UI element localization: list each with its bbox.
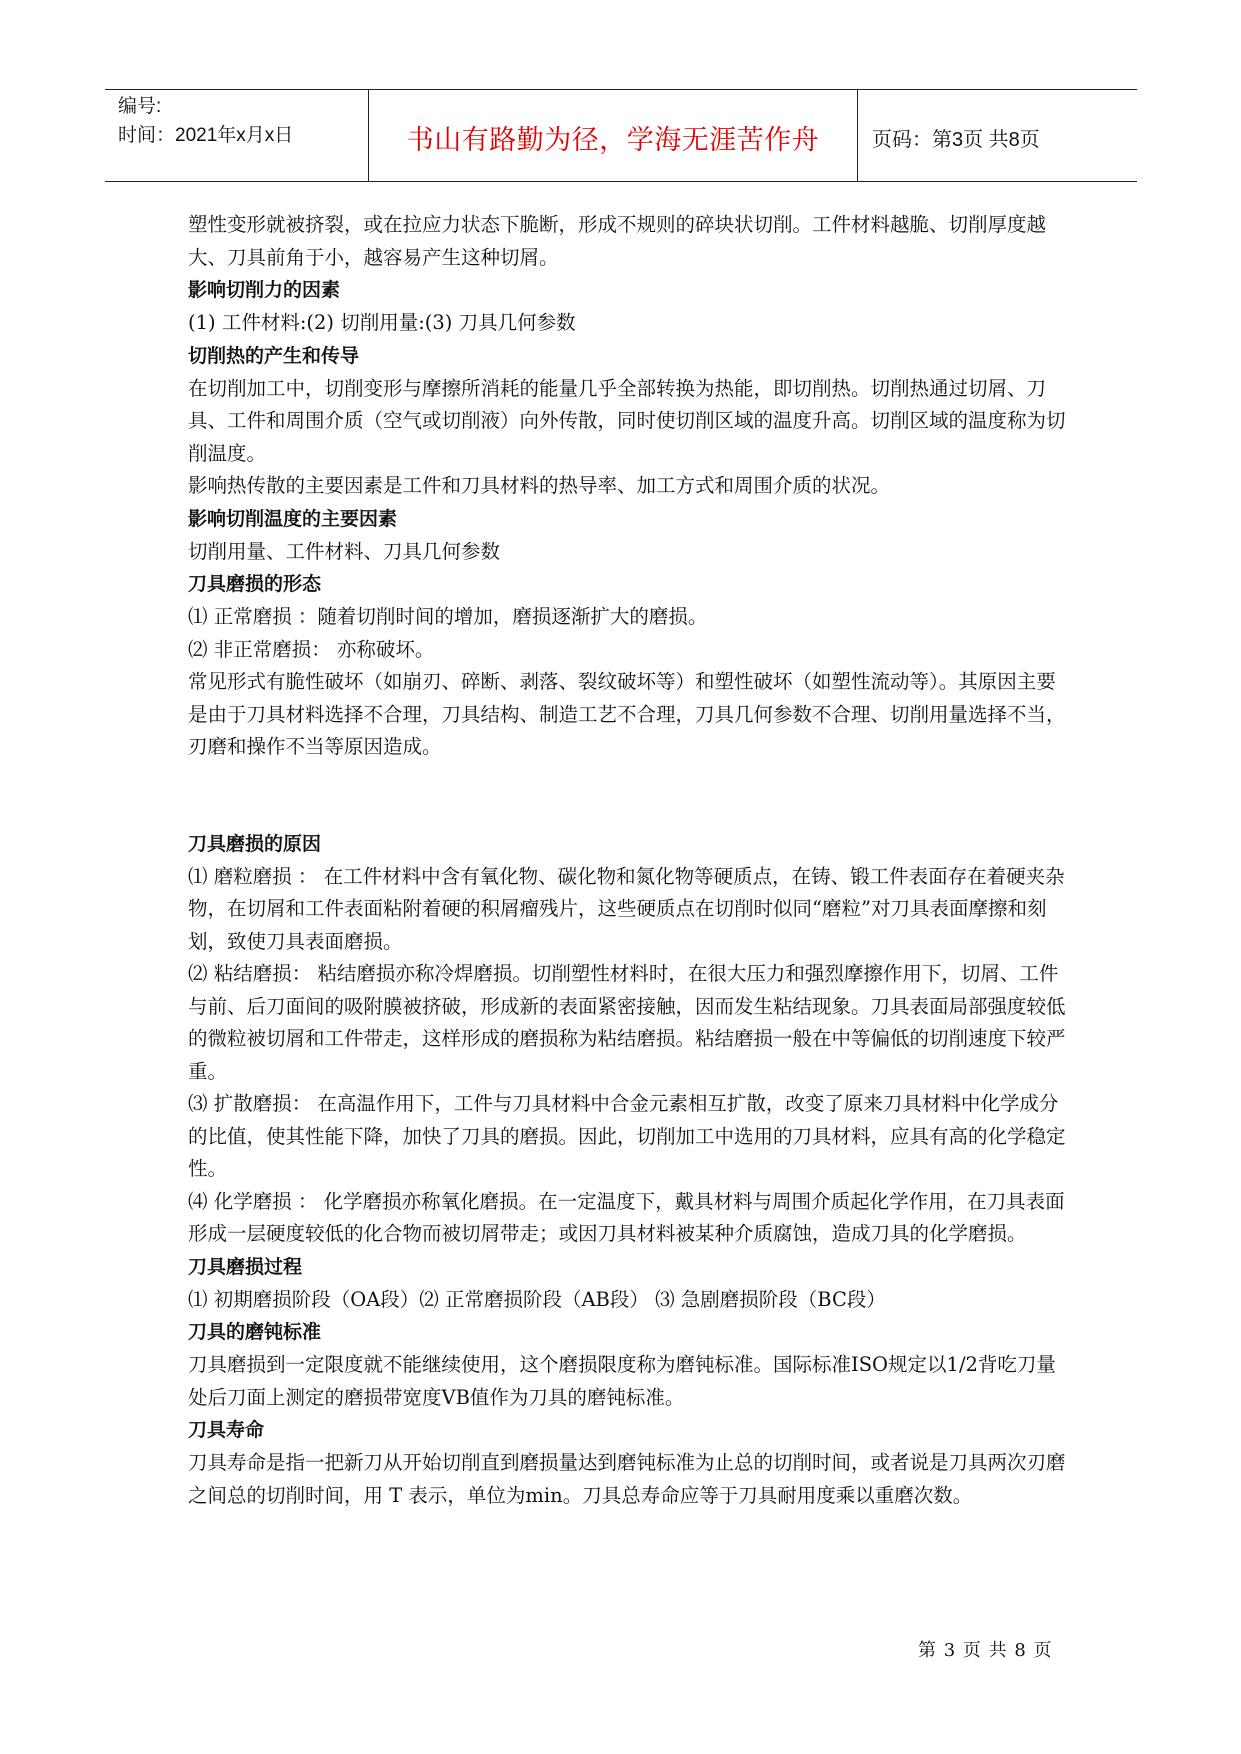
section-heading: 刀具磨损的原因	[188, 832, 322, 855]
header-motto: 书山有路勤为径，学海无涯苦作舟	[369, 90, 858, 181]
paragraph: 切削用量、工件材料、刀具几何参数	[188, 539, 501, 563]
paragraph: 常见形式有脆性破坏（如崩刃、碎断、剥落、裂纹破坏等）和塑性破坏（如塑性流动等）。其原因主要是由于刀具材料选择不合理，刀具结构、制造工艺不合理，刀具几何参数不合理、切削用量选择不当，刃磨和操作不当等原因造成。	[188, 670, 1066, 758]
paragraph: ⑵ 非正常磨损： 亦称破坏。	[188, 637, 435, 661]
paragraph: (1) 工件材料:(2) 切削用量:(3) 刀具几何参数	[188, 311, 576, 334]
header-page-number: 页码：第3页 共8页	[872, 129, 1040, 151]
document-body	[188, 209, 1068, 1512]
document-number-label: 编号:	[118, 96, 162, 117]
section-heading: 影响切削温度的主要因素	[188, 507, 398, 530]
paragraph: 刀具寿命是指一把新刀从开始切削直到磨损量达到磨钝标准为止总的切削时间，或者说是刀具两次刃磨之间总的切削时间，用 T 表示，单位为min。刀具总寿命应等于刀具耐用度乘以重磨次数。	[188, 1451, 1066, 1507]
paragraph: ⑶ 扩散磨损： 在高温作用下，工件与刀具材料中合金元素相互扩散，改变了原来刀具材料中化学成分的比值，使其性能下降，加快了刀具的磨损。因此，切削加工中选用的刀具材料，应具有高的化学稳定性。	[188, 1092, 1066, 1180]
paragraph: 影响热传散的主要因素是工件和刀具材料的热导率、加工方式和周围介质的状况。	[188, 474, 891, 497]
paragraph: ⑵ 粘结磨损： 粘结磨损亦称冷焊磨损。切削塑性材料时，在很大压力和强烈摩擦作用下，切屑、工件与前、后刀面间的吸附膜被挤破，形成新的表面紧密接触，因而发生粘结现象。刀具表面局部强度较低的微粒被切屑和工件带走，这样形成的磨损称为粘结磨损。粘结磨损一般在中等偏低的切削速度下较严重。	[188, 962, 1066, 1083]
spacer	[188, 764, 1068, 828]
section-heading: 刀具磨损的形态	[188, 573, 322, 595]
paragraph: 在切削加工中，切削变形与摩擦所消耗的能量几乎全部转换为热能，即切削热。切削热通过切屑、刀具、工件和周围介质（空气或切削液）向外传散，同时使切削区域的温度升高。切削区域的温度称为切削温度。	[188, 376, 1066, 465]
paragraph: ⑴ 正常磨损 ：随着切削时间的增加，磨损逐渐扩大的磨损。	[188, 605, 708, 628]
section-heading: 切削热的产生和传导	[188, 344, 360, 367]
page-header	[105, 89, 1137, 182]
paragraph: ⑴ 初期磨损阶段（OA段）⑵ 正常磨损阶段（AB段） ⑶ 急剧磨损阶段（BC段）	[188, 1287, 886, 1311]
paragraph: ⑴ 磨粒磨损 ： 在工件材料中含有氧化物、碳化物和氮化物等硬质点，在铸、锻工件表面存在着硬夹杂物，在切屑和工件表面粘附着硬的积屑瘤残片，这些硬质点在切削时似同“磨粒”对刀具表面摩擦和刻划，致使刀具表面磨损。	[188, 864, 1065, 953]
section-heading: 刀具磨损过程	[188, 1255, 303, 1278]
page-footer: 第 3 页 共 8 页	[918, 1640, 1053, 1661]
header-meta	[105, 90, 369, 181]
paragraph: 塑性变形就被挤裂，或在拉应力状态下脆断，形成不规则的碎块状切削。工件材料越脆、切削厚度越大、刀具前角于小，越容易产生这种切屑。	[188, 213, 1047, 269]
section-heading: 刀具的磨钝标准	[188, 1321, 322, 1343]
paragraph: 刀具磨损到一定限度就不能继续使用，这个磨损限度称为磨钝标准。国际标准ISO规定以1/2背吃刀量处后刀面上测定的磨损带宽度VB值作为刀具的磨钝标准。	[188, 1353, 1056, 1409]
document-time-label: 时间：2021年x月x日	[118, 125, 294, 146]
paragraph: ⑷ 化学磨损 ： 化学磨损亦称氧化磨损。在一定温度下，戴具材料与周围介质起化学作用，在刀具表面形成一层硬度较低的化合物而被切屑带走；或因刀具材料被某种介质腐蚀，造成刀具的化学磨损。	[188, 1189, 1065, 1245]
section-heading: 刀具寿命	[188, 1419, 265, 1441]
section-heading: 影响切削力的因素	[188, 279, 341, 301]
